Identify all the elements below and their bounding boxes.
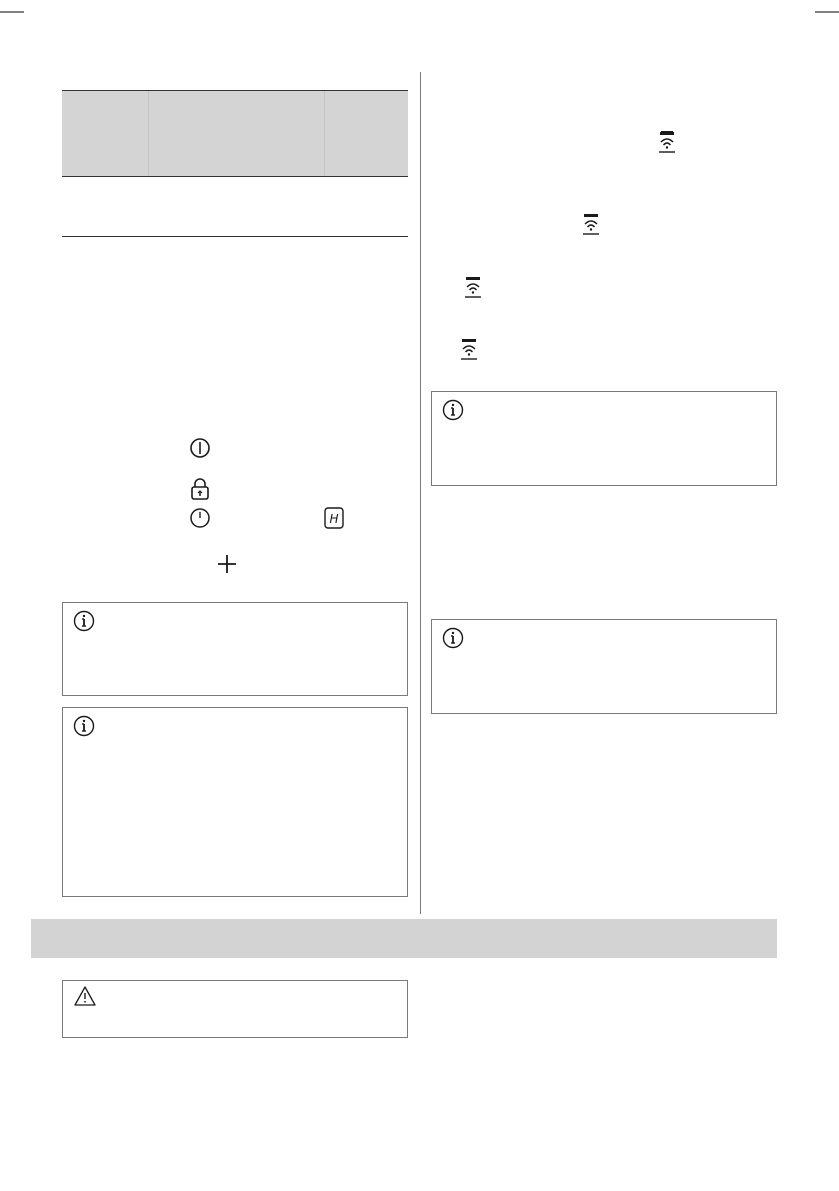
warning-note-box (62, 980, 408, 1038)
hob2hood-connection-icon (656, 130, 678, 154)
hob2hood-connection-icon (580, 212, 602, 236)
info-note-box (431, 619, 777, 714)
lock-icon (190, 478, 210, 500)
info-circle-icon (73, 610, 95, 632)
crop-mark-top-left (0, 0, 24, 24)
info-circle-icon (442, 399, 464, 421)
plus-icon (216, 553, 238, 575)
heat-indicator-letter: H (329, 512, 339, 526)
crop-mark-top-right (815, 0, 839, 24)
warning-triangle-icon (73, 985, 97, 1007)
column-divider (420, 72, 421, 914)
hob2hood-connection-icon (458, 337, 480, 361)
table-header-row (62, 90, 408, 177)
info-circle-icon (442, 627, 464, 649)
hob2hood-connection-icon (462, 275, 484, 299)
table-row (62, 176, 408, 237)
info-note-box (431, 391, 777, 486)
info-circle-icon (73, 715, 95, 737)
info-note-box (62, 602, 408, 696)
timer-icon (189, 507, 211, 529)
power-icon (189, 437, 211, 459)
info-note-box (62, 707, 408, 897)
residual-heat-H-icon (324, 507, 344, 529)
section-heading-bar (31, 919, 777, 958)
